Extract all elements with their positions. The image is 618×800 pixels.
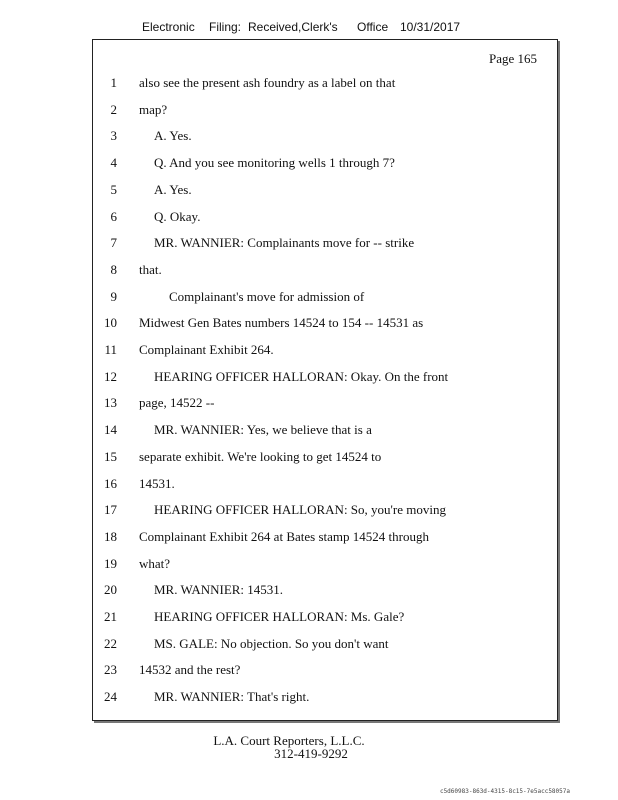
- transcript-line: [93, 233, 557, 253]
- transcript-line: [93, 100, 557, 120]
- filing-header-part: Electronic: [142, 20, 195, 34]
- line-text: MR. WANNIER: That's right.: [154, 689, 310, 705]
- transcript-line: [93, 527, 557, 547]
- document-id: c5d60983-863d-4315-8c15-7e5acc58057a: [439, 788, 570, 795]
- line-text: separate exhibit. We're looking to get 14524 to: [139, 448, 382, 464]
- line-number: 10: [104, 315, 117, 331]
- footer-company: L.A. Court Reporters, L.L.C.: [213, 733, 365, 748]
- transcript-line: [93, 367, 557, 387]
- line-text: Complainant Exhibit 264.: [139, 342, 274, 357]
- line-number: 20: [104, 582, 117, 598]
- transcript-line: [93, 180, 557, 200]
- transcript-line: [93, 287, 557, 307]
- line-text: Q. And you see monitoring wells 1 through 7?: [154, 155, 395, 171]
- line-text: 14532 and the rest?: [139, 662, 241, 678]
- transcript-line: [93, 393, 557, 413]
- transcript-page: [92, 39, 558, 721]
- line-number: 1: [110, 75, 117, 90]
- line-text: MR. WANNIER: Yes, we believe that is a: [154, 422, 372, 438]
- line-text: A. Yes.: [154, 128, 192, 144]
- transcript-line: [93, 313, 557, 333]
- transcript-line: [93, 607, 557, 627]
- line-number: 12: [104, 368, 117, 384]
- filing-header-part: Filing:: [209, 20, 242, 34]
- filing-header-part: Office: [357, 20, 389, 34]
- line-number: 14: [104, 422, 117, 438]
- transcript-line: [93, 126, 557, 146]
- line-text: Q. Okay.: [154, 208, 201, 224]
- line-text: HEARING OFFICER HALLORAN: Okay. On the front: [154, 368, 449, 384]
- line-text: Midwest Gen Bates numbers 14524 to 154 -- 14531 as: [139, 315, 424, 331]
- line-number: 4: [110, 155, 117, 171]
- line-number: 24: [104, 689, 117, 705]
- line-text: that.: [139, 261, 162, 277]
- line-text: MS. GALE: No objection. So you don't want: [154, 635, 389, 651]
- line-number: 21: [104, 609, 117, 624]
- line-number: 16: [104, 475, 117, 491]
- line-number: 9: [110, 288, 117, 304]
- filing-header: [142, 20, 462, 36]
- line-text: Complainant's move for admission of: [169, 288, 365, 304]
- transcript-line: [93, 554, 557, 574]
- transcript-line: [93, 660, 557, 680]
- line-text: HEARING OFFICER HALLORAN: Ms. Gale?: [154, 609, 405, 624]
- transcript-line: [93, 687, 557, 707]
- line-number: 2: [110, 101, 117, 117]
- line-text: Complainant Exhibit 264 at Bates stamp 14524 through: [139, 528, 429, 544]
- line-text: MR. WANNIER: 14531.: [154, 582, 284, 598]
- transcript-line: [93, 340, 557, 360]
- line-number: 7: [110, 235, 117, 251]
- page-number: Page 165: [488, 51, 537, 66]
- line-number: 18: [104, 528, 117, 544]
- transcript-line: [93, 500, 557, 520]
- transcript-line: [93, 207, 557, 227]
- line-text: also see the present ash foundry as a label on that: [139, 75, 396, 90]
- line-number: 22: [104, 635, 117, 651]
- line-number: 5: [110, 181, 117, 197]
- line-text: page, 14522 --: [139, 395, 215, 411]
- line-text: map?: [139, 101, 168, 117]
- line-number: 6: [110, 208, 117, 224]
- transcript-line: [93, 153, 557, 173]
- transcript-line: [93, 73, 557, 93]
- line-number: 17: [104, 502, 117, 518]
- transcript-line: [93, 580, 557, 600]
- transcript-line: [93, 447, 557, 467]
- line-number: 3: [110, 128, 117, 144]
- footer-phone: 312-419-9292: [274, 746, 348, 761]
- filing-header-part: Received,Clerk's: [248, 20, 338, 34]
- line-number: 8: [110, 261, 117, 277]
- transcript-line: [93, 634, 557, 654]
- line-text: MR. WANNIER: Complainants move for -- strike: [154, 235, 415, 251]
- line-number: 23: [104, 662, 117, 678]
- line-number: 13: [104, 395, 117, 411]
- transcript-line: [93, 474, 557, 494]
- line-text: A. Yes.: [154, 181, 192, 197]
- line-number: 11: [104, 342, 117, 357]
- transcript-line: [93, 260, 557, 280]
- line-number: 15: [104, 448, 117, 464]
- line-text: HEARING OFFICER HALLORAN: So, you're moving: [154, 502, 446, 518]
- line-number: 19: [104, 555, 117, 571]
- line-text: what?: [139, 555, 171, 571]
- transcript-line: [93, 420, 557, 440]
- line-text: 14531.: [139, 475, 175, 491]
- filing-header-part: 10/31/2017: [400, 20, 461, 34]
